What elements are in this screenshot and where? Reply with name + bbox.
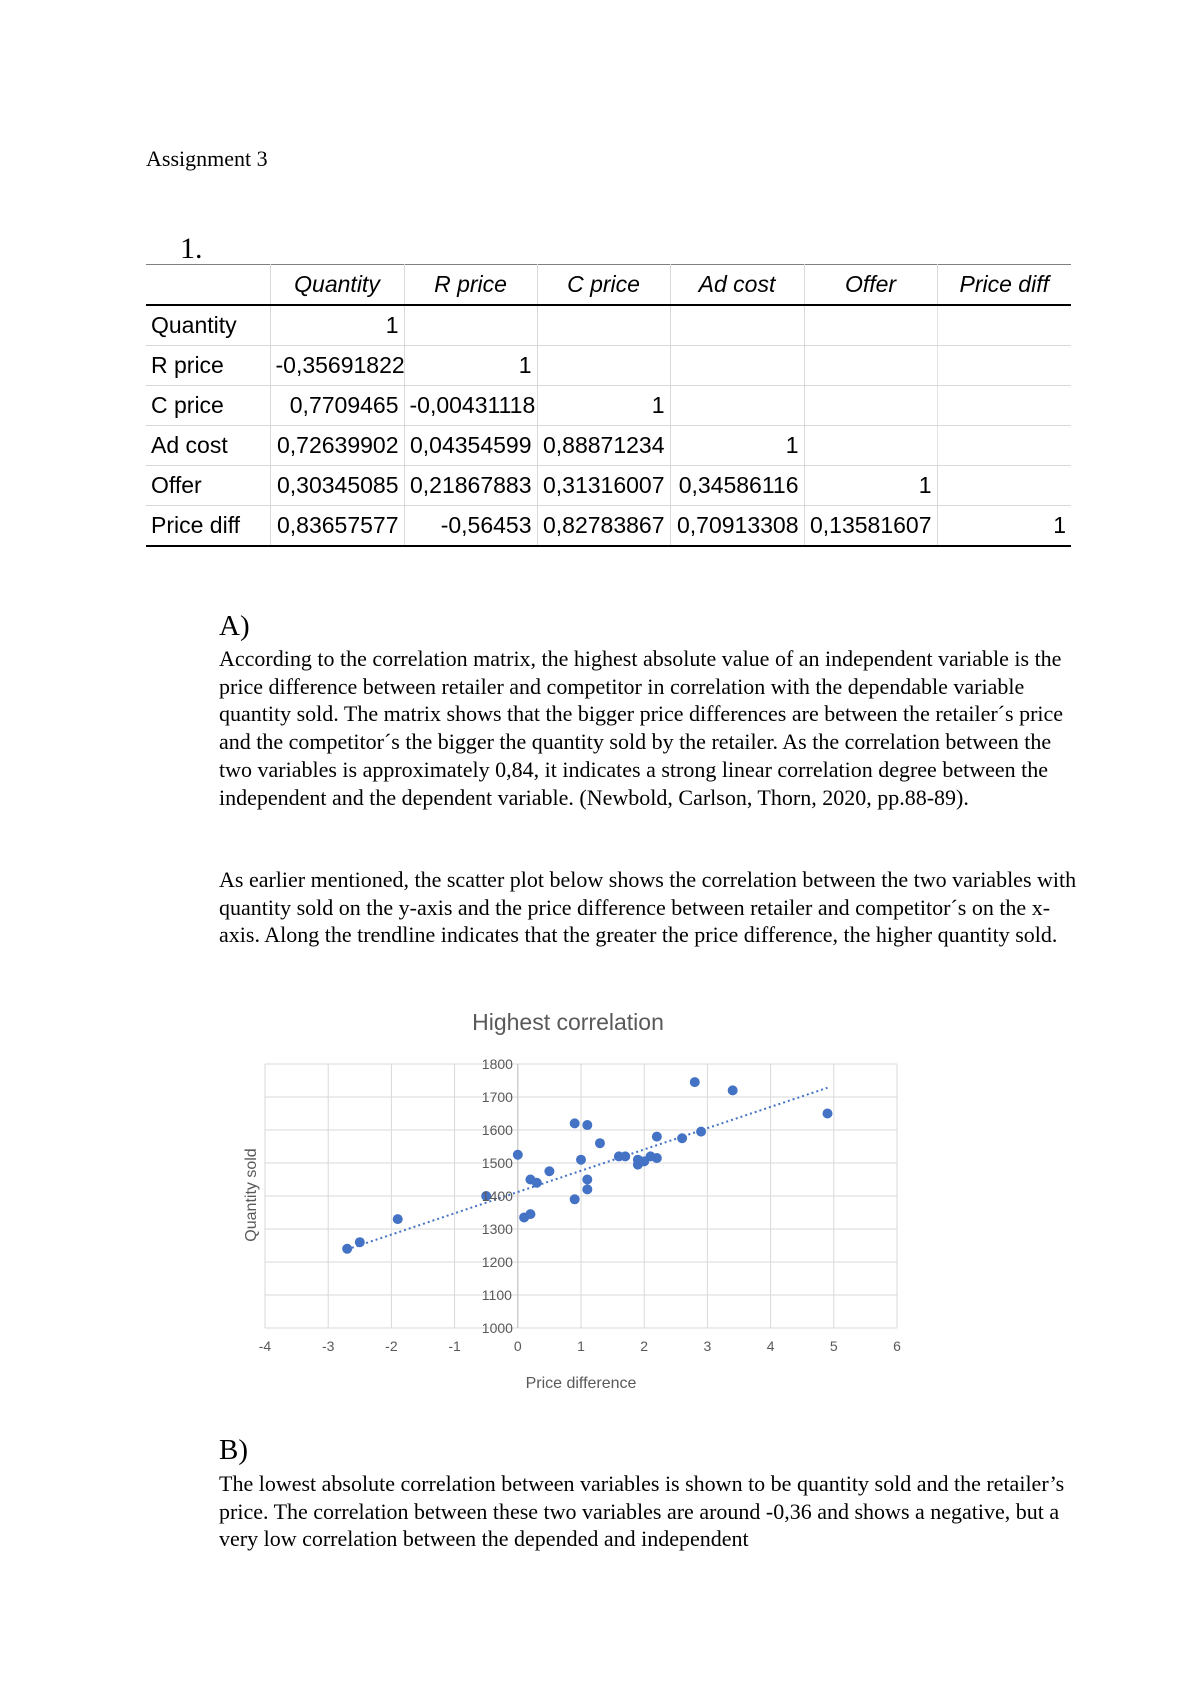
chart-gridlines [265, 1064, 897, 1328]
data-point [355, 1237, 365, 1247]
data-point [342, 1244, 352, 1254]
table-cell [670, 386, 804, 426]
x-tick-label: -3 [321, 1338, 335, 1354]
table-cell [937, 346, 1071, 386]
data-point [652, 1153, 662, 1163]
row-label: Ad cost [146, 426, 270, 466]
row-label: Offer [146, 466, 270, 506]
header-cell: Ad cost [670, 265, 804, 306]
x-tick-label: -1 [448, 1338, 461, 1354]
table-cell [804, 426, 937, 466]
table-cell: 1 [270, 305, 404, 346]
section-a-paragraph-1: According to the correlation matrix, the highest absolute value of an independent variable is the price difference between retailer and competitor in correlation with the dependable variable quantity sold. The matrix shows that the bigger price differences are between the retailer´s price and the competitor´s the bigger the quantity sold by the retailer. As the correlation between the two variables is approximately 0,84, it indicates a strong linear correlation degree between the independent and the dependent variable. (Newbold, Carlson, Thorn, 2020, pp.88-89). [219, 646, 1064, 810]
section-number: 1. [180, 232, 203, 265]
table-cell [804, 386, 937, 426]
table-cell [804, 346, 937, 386]
y-tick-label: 1600 [481, 1122, 513, 1138]
table-cell [937, 305, 1071, 346]
table-cell: -0,35691822 [270, 346, 404, 386]
table-row [146, 466, 1071, 506]
row-label: C price [146, 386, 270, 426]
y-tick-label: 1000 [481, 1320, 513, 1336]
table-cell: 1 [670, 426, 804, 466]
table-cell [537, 346, 670, 386]
table-row [146, 506, 1071, 547]
data-point [696, 1127, 706, 1137]
chart-title: Highest correlation [472, 1009, 664, 1035]
table-header-row [146, 265, 1071, 306]
section-a-heading: A) [219, 610, 250, 642]
y-tick-label: 1100 [481, 1287, 512, 1303]
table-cell: 1 [537, 386, 670, 426]
section-b-heading: B) [219, 1434, 248, 1466]
table-cell: 0,31316007 [537, 466, 670, 506]
table-cell: 0,34586116 [670, 466, 804, 506]
data-point [393, 1214, 403, 1224]
table-row [146, 346, 1071, 386]
table-cell: 0,82783867 [537, 506, 670, 547]
table-cell: 1 [804, 466, 937, 506]
data-point [582, 1175, 592, 1185]
table-cell [670, 305, 804, 346]
data-point [570, 1194, 580, 1204]
x-tick-label: 1 [577, 1338, 585, 1354]
table-cell: 0,04354599 [404, 426, 537, 466]
table-cell: 0,83657577 [270, 506, 404, 547]
y-axis-label: Quantity sold [243, 1148, 260, 1242]
table-cell: -0,00431118 [404, 386, 537, 426]
table-cell: 1 [404, 346, 537, 386]
header-cell: C price [537, 265, 670, 306]
y-tick-label: 1700 [481, 1089, 513, 1105]
table-row [146, 426, 1071, 466]
data-point [532, 1178, 542, 1188]
document-title: Assignment 3 [146, 146, 268, 171]
x-tick-label: 5 [829, 1338, 838, 1354]
table-cell: 0,7709465 [270, 386, 404, 426]
y-tick-label: 1800 [481, 1056, 513, 1072]
trendline [347, 1088, 827, 1250]
table-cell: -0,56453 [404, 506, 537, 547]
y-tick-label: 1500 [481, 1155, 513, 1171]
header-cell [146, 265, 270, 306]
data-point [652, 1132, 662, 1142]
section-a-paragraph-2: As earlier mentioned, the scatter plot below shows the correlation between the two variables with quantity sold on the y-axis and the price difference between retailer and competitor´s on the x- axis. Along the trendline indicates that the greater the price difference, the higher quantity sold. [219, 867, 1077, 948]
y-tick-label: 1400 [481, 1188, 513, 1204]
x-tick-label: -2 [385, 1338, 398, 1354]
data-point [728, 1085, 738, 1095]
table-row [146, 305, 1071, 346]
header-cell: Offer [804, 265, 937, 306]
table-cell [937, 426, 1071, 466]
table-cell: 1 [937, 506, 1071, 547]
data-point [690, 1077, 700, 1087]
y-tick-label: 1200 [481, 1254, 513, 1270]
data-point [582, 1120, 592, 1130]
table-cell [537, 305, 670, 346]
data-point [595, 1138, 605, 1148]
data-point [620, 1151, 630, 1161]
x-tick-label: 4 [766, 1338, 775, 1354]
table-cell [670, 346, 804, 386]
x-axis-label: Price difference [525, 1375, 637, 1392]
header-cell: Price diff [937, 265, 1071, 306]
row-label: R price [146, 346, 270, 386]
scatter-chart [220, 1000, 920, 1400]
data-point [576, 1155, 586, 1165]
table-cell: 0,88871234 [537, 426, 670, 466]
table-cell [804, 305, 937, 346]
header-cell: Quantity [270, 265, 404, 306]
x-tick-label: 2 [640, 1338, 649, 1354]
data-point [544, 1166, 554, 1176]
y-axis-ticks [482, 1056, 513, 1336]
table-cell: 0,21867883 [404, 466, 537, 506]
table-cell: 0,30345085 [270, 466, 404, 506]
row-label: Quantity [146, 305, 270, 346]
x-tick-label: 6 [893, 1338, 901, 1354]
data-point [677, 1133, 687, 1143]
data-point [570, 1118, 580, 1128]
x-tick-label: -4 [258, 1338, 272, 1354]
table-row [146, 386, 1071, 426]
table-cell: 0,70913308 [670, 506, 804, 547]
x-axis-ticks [259, 1338, 901, 1354]
data-point [513, 1150, 523, 1160]
table-cell: 0,72639902 [270, 426, 404, 466]
x-tick-label: 3 [703, 1338, 712, 1354]
chart-points [342, 1077, 832, 1254]
row-label: Price diff [146, 506, 270, 547]
table-cell [937, 466, 1071, 506]
data-point [525, 1209, 535, 1219]
section-b-paragraph-1: The lowest absolute correlation between variables is shown to be quantity sold and the retailer’s price. The correlation between these two variables are around -0,36 and shows a negative, but a very low correlation between the depended and independent [219, 1471, 1065, 1552]
table-cell [937, 386, 1071, 426]
correlation-matrix-table [146, 264, 1071, 547]
chart-trendline-group [347, 1088, 827, 1250]
data-point [822, 1109, 832, 1119]
header-cell: R price [404, 265, 537, 306]
table-cell: 0,13581607 [804, 506, 937, 547]
table-cell [404, 305, 537, 346]
data-point [582, 1184, 592, 1194]
x-tick-label: 0 [513, 1338, 522, 1354]
y-tick-label: 1300 [481, 1221, 513, 1237]
